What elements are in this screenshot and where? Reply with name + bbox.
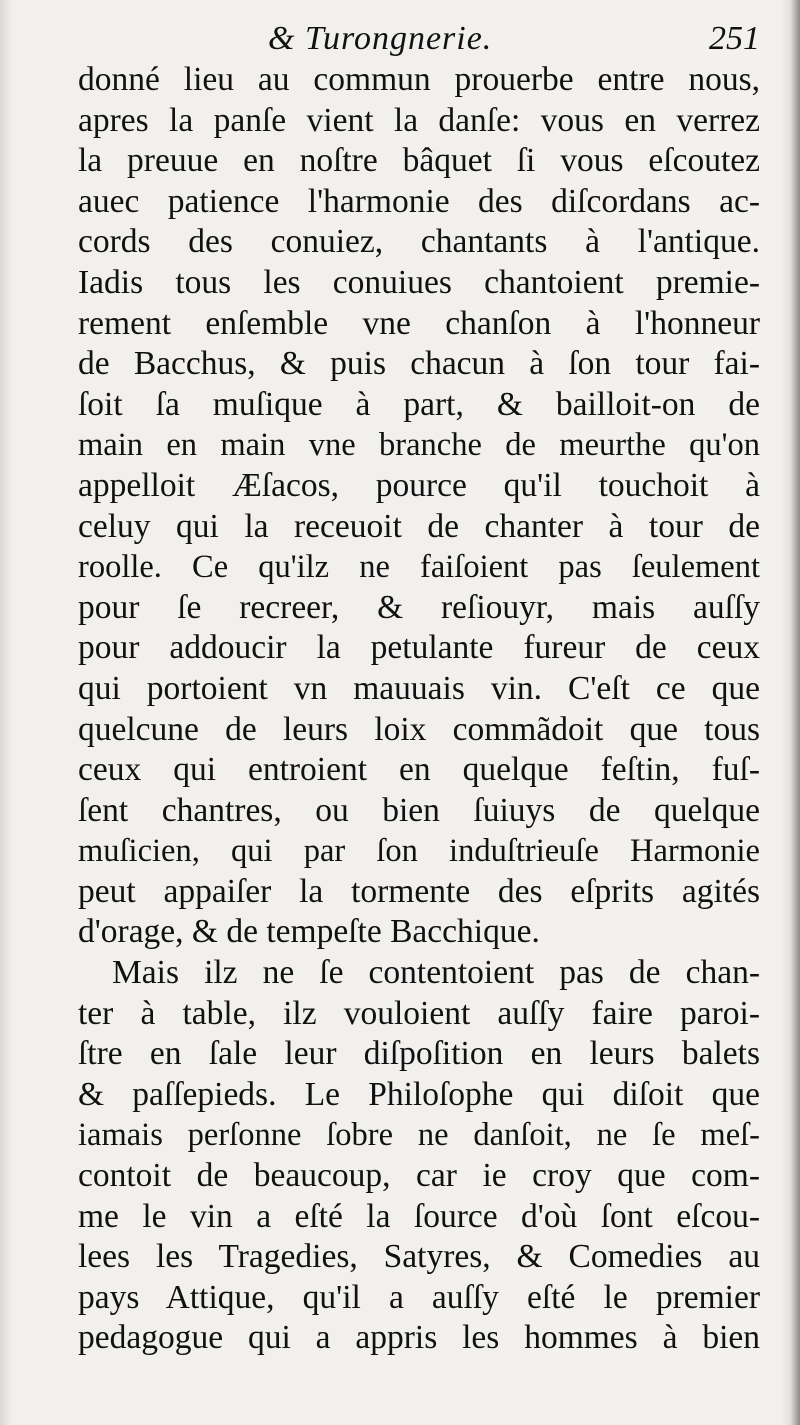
text-line: celuy qui la receuoit de chanter à tour de — [78, 507, 760, 545]
text-line: lees les Tragedies, Satyres, & Comedies au — [78, 1238, 760, 1276]
running-head: & Turongnerie. — [268, 20, 493, 57]
text-line: apres la panſe vient la danſe: vous en verrez — [78, 101, 760, 139]
text-line: pour addoucir la petulante fureur de ceux — [78, 629, 760, 667]
text-line: main en main vne branche de meurthe qu'on — [78, 427, 760, 464]
body-text — [78, 60, 760, 1359]
text-line: auec patience l'harmonie des diſcordans ac- — [78, 182, 760, 220]
text-line: rement enſemble vne chanſon à l'honneur — [78, 304, 760, 342]
text-line: pays Attique, qu'il a auſſy eſté le premier — [78, 1278, 760, 1316]
text-line: & paſſepieds. Le Philoſophe qui diſoit que — [78, 1075, 760, 1113]
text-line: contoit de beaucoup, car ie croy que com- — [78, 1157, 760, 1195]
text-line: ſent chantres, ou bien ſuiuys de quelque — [78, 791, 760, 829]
text-line: appelloit Æſacos, pource qu'il touchoit à — [78, 466, 760, 504]
text-line: ceux qui entroient en quelque feſtin, fuſ- — [78, 751, 760, 789]
text-line: cords des conuiez, chantants à l'antique. — [78, 223, 760, 261]
text-line: pour ſe recreer, & reſiouyr, mais auſſy — [78, 588, 760, 626]
page-edge-shadow — [790, 0, 800, 1425]
text-line: donné lieu au commun prouerbe entre nous, — [78, 61, 760, 98]
page-number: 251 — [709, 20, 760, 57]
paragraph-first-line: Mais ilz ne ſe contentoient pas de chan- — [112, 954, 760, 992]
text-line: peut appaiſer la tormente des eſprits agités — [78, 872, 760, 910]
text-line: ſtre en ſale leur diſpoſition en leurs balets — [78, 1035, 760, 1073]
text-line: iamais perſonne ſobre ne danſoit, ne ſe meſ- — [78, 1117, 760, 1154]
text-line: ſoit ſa muſique à part, & bailloit-on de — [78, 385, 760, 423]
text-line: roolle. Ce qu'ilz ne faiſoient pas ſeulement — [78, 549, 760, 586]
page-header — [0, 14, 800, 62]
text-line: la preuue en noſtre bâquet ſi vous eſcoutez — [78, 142, 760, 180]
text-line: me le vin a eſté la ſource d'où ſont eſcou- — [78, 1197, 760, 1235]
text-line: ter à table, ilz vouloient auſſy faire paroi- — [78, 994, 760, 1032]
paragraph-last-line: d'orage, & de tempeſte Bacchique. — [78, 913, 540, 951]
text-line: muſicien, qui par ſon induſtrieuſe Harmonie — [78, 833, 760, 870]
text-line: de Bacchus, & puis chacun à ſon tour fai- — [78, 345, 760, 383]
text-line: quelcune de leurs loix commãdoit que tous — [78, 710, 760, 748]
text-line: pedagogue qui a appris les hommes à bien — [78, 1319, 760, 1357]
text-line: qui portoient vn mauuais vin. C'eſt ce que — [78, 669, 760, 707]
text-line: Iadis tous les conuiues chantoient premie- — [78, 263, 760, 301]
